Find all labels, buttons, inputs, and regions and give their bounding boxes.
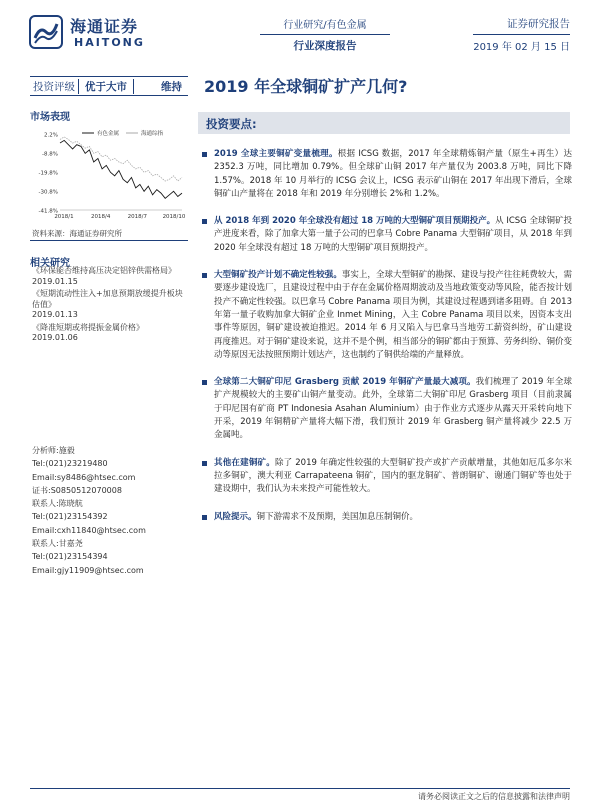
report-title: 2019 年全球铜矿扩产几何? <box>204 77 408 96</box>
logo-text-cn: 海通证券 <box>70 17 139 36</box>
key-points-header <box>198 112 570 134</box>
related-title[interactable]: 《降准短期或将提振金属价格》 <box>32 322 144 332</box>
key-point-text: 根据 ICSG 数据，2017 年全球精炼铜产量（原生+再生）达 2352.3 万吨，同比增加 0.79%。但全球矿山铜 2017 年产量仅为 2003.8 万吨，同比下降 1.57%。2018 年 10 月举行的 ICSG 会议上，ICSG 表示矿山铜在 2017 年出现下滑后，全球铜矿山产量将在 2018 年和 2019 年分别增长 2%和 1.2%。 <box>214 149 572 199</box>
header-report-block <box>473 16 570 53</box>
analyst-tel: Tel:(021)23219480 <box>32 459 108 469</box>
key-points-heading: 投资要点: <box>206 117 257 131</box>
report-label: 证券研究报告 <box>473 16 570 35</box>
analyst-name: 分析师:施毅 <box>32 446 75 455</box>
y-tick-label: -41.8% <box>38 208 58 215</box>
square-bullet-icon <box>202 219 207 224</box>
related-research-list <box>32 266 188 346</box>
key-point <box>200 269 572 362</box>
analyst-contacts <box>32 444 188 577</box>
investment-rating <box>30 76 188 96</box>
rating-value: 优于大市 <box>79 79 134 94</box>
report-type: 行业深度报告 <box>293 40 357 52</box>
industry-category: 行业研究/有色金属 <box>260 16 390 35</box>
y-tick-label: -8.8% <box>42 151 58 158</box>
legend-label: 有色金属 <box>97 131 120 137</box>
key-point-text: 从 ICSG 全球铜矿投产进度来看，除了加拿大第一量子公司的巴拿马 Cobre Panama 大型铜矿项目，从 2018 年到 2020 年全球没有超过 18 万吨的大型铜矿项目预期投产。 <box>214 216 572 253</box>
key-point-text: 我们梳理了 2019 年全球扩产规模较大的主要矿山铜产量变动。此外，全球第二大铜矿印尼 Grasberg 项目（目前隶属于印尼国有矿商 PT Indonesia Asahan Aluminium）由于作业方式逐步从露天开采转向地下开采，2019 年铜精矿产量将大幅下滑，我们预计 2019 年 Grasberg 铜产量将减少 22.5 万金属吨。 <box>214 377 572 441</box>
key-point <box>200 511 572 524</box>
header-category-block <box>260 16 390 53</box>
square-bullet-icon <box>202 380 207 385</box>
logo-text-en: HAITONG <box>74 36 145 49</box>
related-date: 2019.01.15 <box>32 276 78 286</box>
key-point <box>200 457 572 497</box>
x-tick-label: 2018/10 <box>162 214 186 220</box>
market-heading: 市场表现 <box>30 112 70 123</box>
key-points-list <box>200 148 572 524</box>
series-line <box>60 140 182 198</box>
square-bullet-icon <box>202 515 207 520</box>
disclaimer-footer: 请务必阅读正文之后的信息披露和法律声明 <box>418 792 570 800</box>
x-tick-label: 2018/1 <box>54 214 74 220</box>
key-point <box>200 215 572 255</box>
key-point <box>200 148 572 201</box>
contact-name: 联系人:陈晓航 <box>32 499 83 509</box>
chart-source: 资料来源：海通证券研究所 <box>32 229 122 238</box>
contact-email[interactable]: Email:cxh11840@htsec.com <box>32 525 146 535</box>
y-tick-label: 2.2% <box>44 132 58 139</box>
key-point-lead: 风险提示。 <box>214 511 257 522</box>
square-bullet-icon <box>202 461 207 466</box>
square-bullet-icon <box>202 273 207 278</box>
x-tick-label: 2018/4 <box>90 214 111 220</box>
y-tick-label: -19.8% <box>38 170 58 177</box>
key-point-lead: 大型铜矿投产计划不确定性较强。 <box>214 270 342 281</box>
key-point-text: 除了 2019 年确定性较强的大型铜矿投产或扩产贡献增量，其他如厄瓜多尔米拉多铜矿，澳大利亚 Carrapateena 铜矿，国内的驱龙铜矿、普朗铜矿、谢通门铜矿等也处于建设期中，我们认为未来投产可能性较大。 <box>214 457 572 495</box>
contact-tel: Tel:(021)23154394 <box>32 552 108 562</box>
contact-email[interactable]: Email:gjy11909@htsec.com <box>32 565 144 575</box>
market-performance-chart <box>30 128 190 224</box>
related-heading: 相关研究 <box>30 258 70 269</box>
square-bullet-icon <box>202 152 207 157</box>
related-title[interactable]: 《短期流动性注入+加息预期放缓提升板块估值》 <box>32 289 183 309</box>
haitong-emblem-icon <box>28 14 64 50</box>
key-point-text: 铜下游需求不及预期，美国加息压制铜价。 <box>256 511 419 522</box>
analyst-certificate: 证书:S0850512070008 <box>32 485 122 495</box>
haitong-logo <box>28 12 148 54</box>
x-tick-label: 2018/7 <box>127 214 148 220</box>
y-tick-label: -30.8% <box>38 189 58 196</box>
analyst-email[interactable]: Email:sy8486@htsec.com <box>32 472 136 482</box>
market-chart-svg <box>30 128 190 224</box>
divider <box>30 240 188 241</box>
rating-change: 维持 <box>161 80 182 93</box>
contact-tel: Tel:(021)23154392 <box>32 512 108 522</box>
contact-name: 联系人:甘嘉尧 <box>32 539 83 549</box>
key-point-lead: 2019 全球主要铜矿变量梳理。 <box>214 149 338 159</box>
report-date: 2019 年 02 月 15 日 <box>473 42 570 53</box>
key-point <box>200 376 572 442</box>
related-date: 2019.01.13 <box>32 310 78 319</box>
key-point-lead: 其他在建铜矿。 <box>214 457 275 468</box>
legend-label: 海通综指 <box>141 131 164 137</box>
footer-divider <box>30 788 570 789</box>
key-point-text: 事实上，全球大型铜矿的勘探、建设与投产往往耗费较大，需要逐步建设选厂，且建设过程中由于存在金属价格周期波动及当地政策变动等风险，能否按计划投产不确定性较强。以巴拿马 Cobre Panama 项目为例，其建设过程遇到诸多阻碍。自 2013 年第一量子收购加拿大铜矿企业 Inmet Mining，入主 Cobre Panama 项目以来，因资本支出事件等原因，铜矿建设被迫推迟。2014 年 6 月又陷入与巴拿马当地劳工薪资纠纷，矿山建设再度推迟。对于铜矿建设来说，这并不是个例，相当部分的铜矿都由于预算、劳务纠纷、铜价变动等原因无法按照预期计划达产，这也制约了铜供给端的产量释放。 <box>214 270 572 360</box>
key-point-lead: 全球第二大铜矿印尼 Grasberg 贡献 2019 年铜矿产量最大减项。 <box>214 377 476 388</box>
key-point-lead: 从 2018 年到 2020 年全球没有超过 18 万吨的大型铜矿项目预期投产。 <box>214 216 496 227</box>
related-title[interactable]: 《环保能否维持高压决定铝锌供需格局》 <box>32 266 176 275</box>
rating-label: 投资评级 <box>30 79 79 94</box>
related-date: 2019.01.06 <box>32 333 78 342</box>
